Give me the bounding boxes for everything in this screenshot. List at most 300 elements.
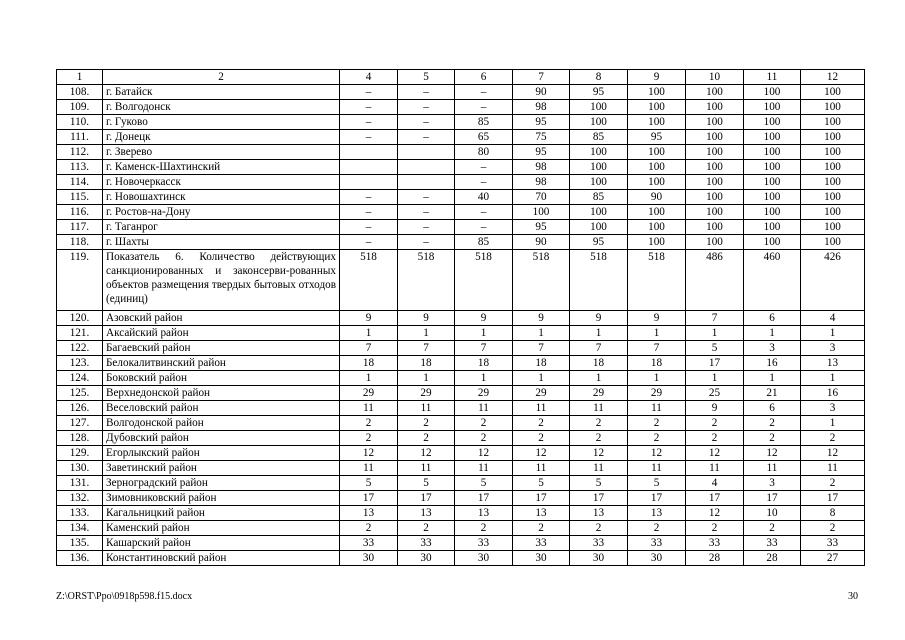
table-cell: 100 — [744, 145, 801, 160]
table-cell: 100 — [744, 115, 801, 130]
row-name: г. Донецк — [103, 130, 340, 145]
table-row — [57, 190, 865, 205]
table-cell: 518 — [628, 250, 686, 311]
table-cell: 100 — [744, 190, 801, 205]
row-number: 123. — [57, 356, 103, 371]
table-cell: 7 — [455, 341, 513, 356]
table-cell: 7 — [340, 341, 398, 356]
table-cell: 100 — [686, 175, 744, 190]
table-cell: – — [340, 235, 398, 250]
table-cell: 90 — [513, 85, 570, 100]
table-cell: – — [455, 160, 513, 175]
table-row — [57, 386, 865, 401]
table-cell: 100 — [686, 145, 744, 160]
row-name: г. Гуково — [103, 115, 340, 130]
table-cell: 1 — [513, 371, 570, 386]
row-name: г. Шахты — [103, 235, 340, 250]
table-cell: 13 — [628, 506, 686, 521]
row-number: 126. — [57, 401, 103, 416]
row-number: 118. — [57, 235, 103, 250]
table-cell: 75 — [513, 130, 570, 145]
table-cell: 2 — [398, 431, 455, 446]
table-cell: 1 — [570, 371, 628, 386]
table-cell: 5 — [455, 476, 513, 491]
table-cell: 13 — [570, 506, 628, 521]
table-cell: – — [340, 115, 398, 130]
table-row — [57, 476, 865, 491]
table-cell: 5 — [628, 476, 686, 491]
table-cell: 33 — [455, 536, 513, 551]
column-header: 8 — [570, 70, 628, 85]
table-cell: 17 — [628, 491, 686, 506]
table-cell: 95 — [513, 145, 570, 160]
table-cell: 1 — [744, 326, 801, 341]
table-row — [57, 506, 865, 521]
row-name: Аксайский район — [103, 326, 340, 341]
row-name: г. Батайск — [103, 85, 340, 100]
table-cell: 2 — [628, 416, 686, 431]
table-cell: 2 — [801, 521, 865, 536]
table-cell: 95 — [570, 235, 628, 250]
table-row — [57, 205, 865, 220]
table-cell: 13 — [513, 506, 570, 521]
table-cell: – — [398, 235, 455, 250]
table-cell: 7 — [628, 341, 686, 356]
table-cell: 2 — [628, 521, 686, 536]
table-cell: 11 — [628, 401, 686, 416]
table-cell: 29 — [398, 386, 455, 401]
table-cell: 16 — [744, 356, 801, 371]
table-cell: 100 — [513, 205, 570, 220]
table-cell: 6 — [744, 311, 801, 326]
row-number: 111. — [57, 130, 103, 145]
table-cell: 17 — [513, 491, 570, 506]
table-cell: 11 — [628, 461, 686, 476]
table-cell: 12 — [801, 446, 865, 461]
table-row — [57, 85, 865, 100]
table-cell: 18 — [570, 356, 628, 371]
table-row — [57, 326, 865, 341]
table-cell: 5 — [686, 341, 744, 356]
table-cell: 33 — [801, 536, 865, 551]
row-number: 134. — [57, 521, 103, 536]
table-cell: 1 — [455, 371, 513, 386]
table-cell: 100 — [744, 100, 801, 115]
table-cell: 8 — [801, 506, 865, 521]
table-cell: 2 — [570, 416, 628, 431]
table-cell: – — [340, 220, 398, 235]
table-cell: 9 — [513, 311, 570, 326]
table-cell: 460 — [744, 250, 801, 311]
row-number: 117. — [57, 220, 103, 235]
table-cell: 100 — [801, 100, 865, 115]
table-cell: 17 — [455, 491, 513, 506]
table-cell: 11 — [398, 401, 455, 416]
table-cell: 100 — [570, 175, 628, 190]
table-row — [57, 371, 865, 386]
row-number: 120. — [57, 311, 103, 326]
row-name: Веселовский район — [103, 401, 340, 416]
table-cell: 3 — [801, 341, 865, 356]
row-name: Боковский район — [103, 371, 340, 386]
table-cell: 9 — [455, 311, 513, 326]
table-cell: 17 — [398, 491, 455, 506]
table-cell: 100 — [686, 130, 744, 145]
row-number: 136. — [57, 551, 103, 566]
table-cell: 21 — [744, 386, 801, 401]
row-name: Кагальницкий район — [103, 506, 340, 521]
table-cell: 11 — [340, 461, 398, 476]
row-name: Зимовниковский район — [103, 491, 340, 506]
table-cell: – — [340, 190, 398, 205]
table-cell — [398, 145, 455, 160]
table-cell: – — [398, 190, 455, 205]
column-header: 11 — [744, 70, 801, 85]
table-cell: 2 — [340, 431, 398, 446]
data-table — [56, 69, 865, 566]
row-number: 125. — [57, 386, 103, 401]
table-cell: 100 — [744, 160, 801, 175]
table-cell: 17 — [570, 491, 628, 506]
table-cell: 4 — [801, 311, 865, 326]
table-cell: 6 — [744, 401, 801, 416]
row-name: Верхнедонской район — [103, 386, 340, 401]
row-number: 110. — [57, 115, 103, 130]
row-name: Каменский район — [103, 521, 340, 536]
table-cell: – — [340, 100, 398, 115]
table-cell: 2 — [801, 431, 865, 446]
table-row — [57, 145, 865, 160]
table-cell: 518 — [398, 250, 455, 311]
table-cell: 2 — [455, 416, 513, 431]
column-header: 5 — [398, 70, 455, 85]
table-cell: – — [340, 85, 398, 100]
table-cell: 5 — [513, 476, 570, 491]
table-cell: 27 — [801, 551, 865, 566]
table-cell: 518 — [513, 250, 570, 311]
table-cell: 10 — [744, 506, 801, 521]
table-row — [57, 250, 865, 311]
table-cell: 100 — [570, 205, 628, 220]
table-cell: 12 — [686, 506, 744, 521]
table-cell: 100 — [628, 115, 686, 130]
row-name: Зерноградский район — [103, 476, 340, 491]
table-cell: 11 — [398, 461, 455, 476]
table-cell: 30 — [455, 551, 513, 566]
table-cell: 29 — [340, 386, 398, 401]
table-cell: 518 — [455, 250, 513, 311]
table-cell: 17 — [801, 491, 865, 506]
table-row — [57, 536, 865, 551]
column-header: 6 — [455, 70, 513, 85]
table-cell: 2 — [513, 431, 570, 446]
table-cell: 11 — [570, 401, 628, 416]
table-cell: 17 — [340, 491, 398, 506]
table-row — [57, 416, 865, 431]
table-cell: 2 — [686, 416, 744, 431]
footer-file-path: Z:\ORST\Ppo\0918p598.f15.docx — [56, 591, 193, 602]
row-number: 121. — [57, 326, 103, 341]
table-cell: 100 — [744, 85, 801, 100]
header-row — [57, 70, 865, 85]
row-name: Егорлыкский район — [103, 446, 340, 461]
row-number: 133. — [57, 506, 103, 521]
row-number: 132. — [57, 491, 103, 506]
table-cell: 2 — [455, 431, 513, 446]
table-cell: 13 — [801, 356, 865, 371]
table-row — [57, 341, 865, 356]
table-cell — [340, 145, 398, 160]
row-number: 115. — [57, 190, 103, 205]
row-name: Багаевский район — [103, 341, 340, 356]
table-cell: – — [455, 220, 513, 235]
table-row — [57, 311, 865, 326]
table-cell: 100 — [686, 205, 744, 220]
table-cell: 7 — [570, 341, 628, 356]
column-header: 10 — [686, 70, 744, 85]
table-cell: 18 — [455, 356, 513, 371]
table-cell: 2 — [455, 521, 513, 536]
row-name: г. Зверево — [103, 145, 340, 160]
table-cell: 1 — [398, 371, 455, 386]
row-number: 124. — [57, 371, 103, 386]
table-cell: 5 — [398, 476, 455, 491]
table-cell — [398, 160, 455, 175]
table-cell: 100 — [628, 175, 686, 190]
table-cell: – — [455, 175, 513, 190]
table-cell: 100 — [801, 85, 865, 100]
table-cell: – — [398, 220, 455, 235]
table-cell: 100 — [801, 235, 865, 250]
table-row — [57, 235, 865, 250]
row-number: 135. — [57, 536, 103, 551]
table-cell: 2 — [340, 416, 398, 431]
table-cell: 1 — [686, 371, 744, 386]
table-cell: 1 — [801, 371, 865, 386]
table-cell: 3 — [744, 476, 801, 491]
column-header: 4 — [340, 70, 398, 85]
table-row — [57, 446, 865, 461]
table-cell: 3 — [744, 341, 801, 356]
table-cell: – — [455, 100, 513, 115]
table-cell: 2 — [744, 431, 801, 446]
row-name: Белокалитвинский район — [103, 356, 340, 371]
table-cell: 13 — [398, 506, 455, 521]
row-name: Дубовский район — [103, 431, 340, 446]
column-header: 12 — [801, 70, 865, 85]
row-name: Волгодонской район — [103, 416, 340, 431]
table-cell: 100 — [744, 220, 801, 235]
table-cell: 100 — [628, 235, 686, 250]
table-cell: 85 — [570, 130, 628, 145]
table-row — [57, 491, 865, 506]
table-cell: 100 — [628, 145, 686, 160]
row-number: 108. — [57, 85, 103, 100]
table-cell: 18 — [398, 356, 455, 371]
table-cell: 17 — [744, 491, 801, 506]
table-cell: 100 — [744, 235, 801, 250]
table-cell: 100 — [744, 175, 801, 190]
table-cell: 18 — [513, 356, 570, 371]
column-header: 9 — [628, 70, 686, 85]
row-name: Показатель 6. Количество действующих санкционированных и законсерви-рованных объектов размещения твердых бытовых отходов (единиц) — [103, 250, 340, 311]
table-cell: 85 — [455, 235, 513, 250]
table-cell: 2 — [513, 416, 570, 431]
table-cell: 12 — [744, 446, 801, 461]
row-name: Кашарский район — [103, 536, 340, 551]
table-cell: 30 — [628, 551, 686, 566]
row-number: 130. — [57, 461, 103, 476]
table-cell: 1 — [398, 326, 455, 341]
table-cell: 30 — [513, 551, 570, 566]
table-cell: 95 — [628, 130, 686, 145]
table-cell: 33 — [340, 536, 398, 551]
table-row — [57, 461, 865, 476]
table-cell: 30 — [398, 551, 455, 566]
table-cell: 95 — [570, 85, 628, 100]
table-row — [57, 100, 865, 115]
table-cell: 100 — [801, 145, 865, 160]
table-cell: 5 — [340, 476, 398, 491]
row-number: 119. — [57, 250, 103, 311]
table-cell: 80 — [455, 145, 513, 160]
table-cell: 3 — [801, 401, 865, 416]
table-cell: 29 — [570, 386, 628, 401]
table-cell: 12 — [455, 446, 513, 461]
table-cell: 2 — [801, 476, 865, 491]
table-cell: 100 — [801, 220, 865, 235]
table-cell: 2 — [686, 431, 744, 446]
table-row — [57, 521, 865, 536]
table-row — [57, 401, 865, 416]
table-cell: 30 — [340, 551, 398, 566]
table-cell — [398, 175, 455, 190]
table-cell: 9 — [398, 311, 455, 326]
column-header: 7 — [513, 70, 570, 85]
table-cell: 2 — [744, 416, 801, 431]
table-cell: – — [455, 85, 513, 100]
row-number: 109. — [57, 100, 103, 115]
table-cell: 2 — [744, 521, 801, 536]
table-cell: 9 — [628, 311, 686, 326]
table-cell: 1 — [686, 326, 744, 341]
table-cell: 85 — [455, 115, 513, 130]
table-cell: 100 — [801, 160, 865, 175]
table-row — [57, 356, 865, 371]
row-number: 116. — [57, 205, 103, 220]
row-number: 113. — [57, 160, 103, 175]
table-cell: 11 — [686, 461, 744, 476]
table-cell: 11 — [455, 401, 513, 416]
table-row — [57, 130, 865, 145]
table-cell: 11 — [340, 401, 398, 416]
table-cell: 100 — [801, 175, 865, 190]
table-cell: 30 — [570, 551, 628, 566]
table-cell: 1 — [744, 371, 801, 386]
row-number: 122. — [57, 341, 103, 356]
table-cell: 2 — [686, 521, 744, 536]
table-cell: 100 — [570, 115, 628, 130]
row-number: 128. — [57, 431, 103, 446]
table-cell: 100 — [628, 220, 686, 235]
table-cell: 100 — [686, 190, 744, 205]
table-cell: 426 — [801, 250, 865, 311]
table-cell: 11 — [455, 461, 513, 476]
table-cell: 486 — [686, 250, 744, 311]
table-cell: 98 — [513, 100, 570, 115]
table-cell: 13 — [455, 506, 513, 521]
table-row — [57, 160, 865, 175]
table-cell — [340, 175, 398, 190]
table-cell: 12 — [686, 446, 744, 461]
table-cell: 11 — [570, 461, 628, 476]
table-cell: 4 — [686, 476, 744, 491]
row-number: 129. — [57, 446, 103, 461]
table-cell: 100 — [686, 115, 744, 130]
row-number: 131. — [57, 476, 103, 491]
table-cell: 12 — [513, 446, 570, 461]
table-cell: 100 — [686, 220, 744, 235]
table-cell — [340, 160, 398, 175]
table-cell: 7 — [686, 311, 744, 326]
table-cell: 28 — [686, 551, 744, 566]
table-cell: 100 — [570, 145, 628, 160]
table-cell: 33 — [686, 536, 744, 551]
table-row — [57, 551, 865, 566]
table-cell: 33 — [513, 536, 570, 551]
table-cell: 100 — [570, 100, 628, 115]
table-cell: 100 — [628, 100, 686, 115]
table-cell: 2 — [570, 521, 628, 536]
table-cell: 70 — [513, 190, 570, 205]
table-cell: 28 — [744, 551, 801, 566]
row-name: г. Ростов-на-Дону — [103, 205, 340, 220]
table-cell: 11 — [513, 401, 570, 416]
table-cell: 7 — [398, 341, 455, 356]
row-name: Азовский район — [103, 311, 340, 326]
table-cell: 100 — [570, 160, 628, 175]
table-cell: 100 — [801, 205, 865, 220]
table-cell: 2 — [628, 431, 686, 446]
row-name: г. Новочеркасск — [103, 175, 340, 190]
table-row — [57, 220, 865, 235]
table-cell: 7 — [513, 341, 570, 356]
table-cell: 18 — [340, 356, 398, 371]
table-cell: 100 — [628, 160, 686, 175]
table-cell: 90 — [513, 235, 570, 250]
table-cell: 1 — [513, 326, 570, 341]
table-cell: 518 — [570, 250, 628, 311]
table-cell: 12 — [628, 446, 686, 461]
table-cell: 100 — [744, 130, 801, 145]
table-body — [57, 85, 865, 566]
table-cell: 2 — [340, 521, 398, 536]
table-cell: 100 — [801, 190, 865, 205]
table-cell: 100 — [628, 85, 686, 100]
table-cell: 12 — [570, 446, 628, 461]
table-cell: – — [340, 205, 398, 220]
table-cell: 33 — [570, 536, 628, 551]
table-cell: 1 — [801, 326, 865, 341]
table-cell: 100 — [686, 85, 744, 100]
table-cell: 25 — [686, 386, 744, 401]
table-cell: 518 — [340, 250, 398, 311]
table-cell: 11 — [801, 461, 865, 476]
column-header: 2 — [103, 70, 340, 85]
table-cell: 1 — [340, 326, 398, 341]
table-cell: 9 — [340, 311, 398, 326]
table-cell: 95 — [513, 115, 570, 130]
